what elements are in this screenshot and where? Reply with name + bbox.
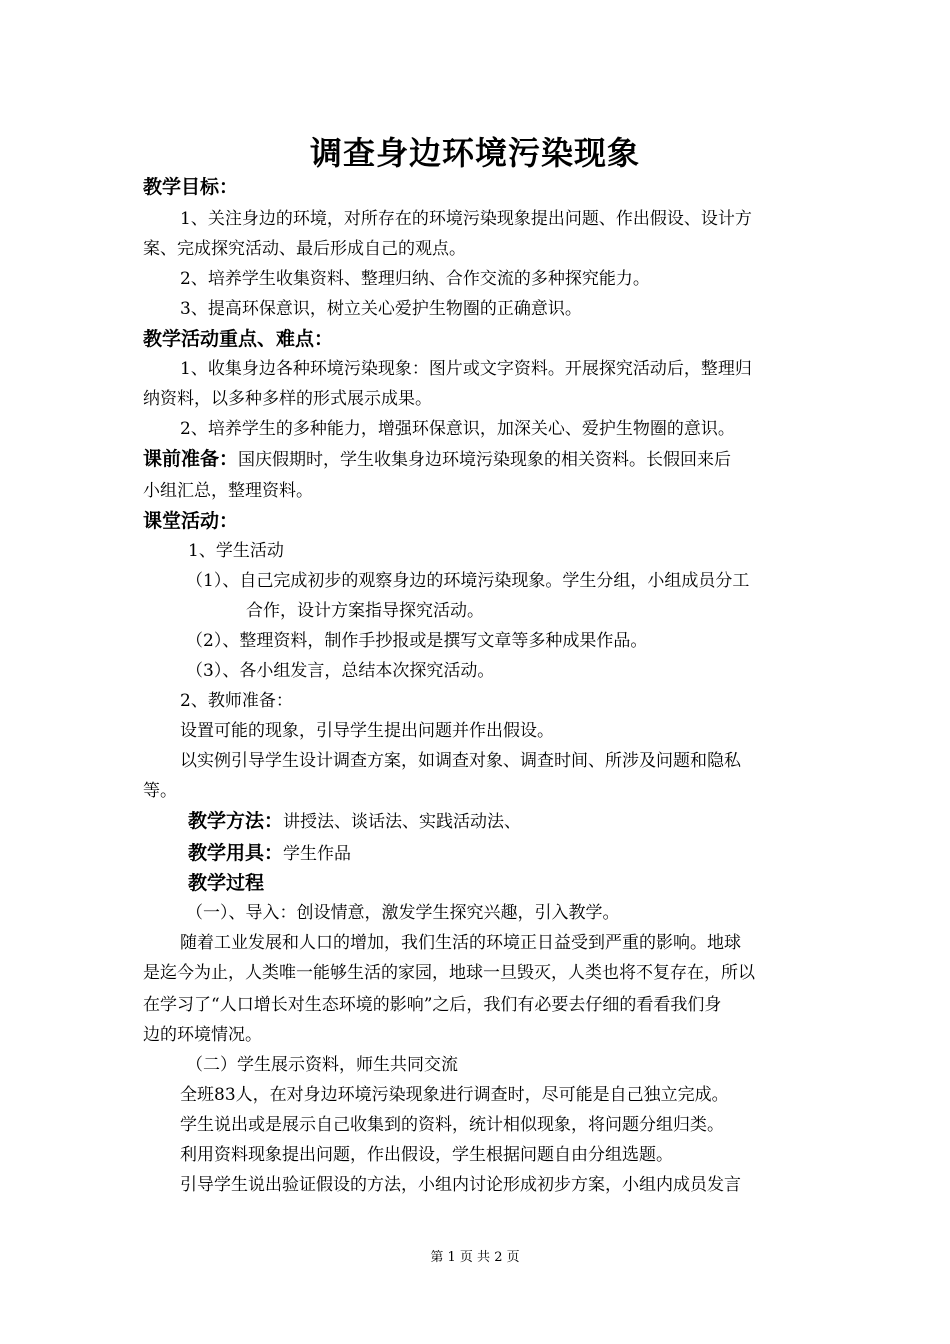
process-paragraph: 引导学生说出验证假设的方法，小组内讨论形成初步方案，小组内成员发言 (180, 1175, 741, 1195)
objective-line: 1、关注身边的环境，对所存在的环境污染现象提出问题、作出假设、设计方 (180, 209, 752, 229)
teacher-prep-line: 设置可能的现象，引导学生提出问题并作出假设。 (180, 721, 554, 741)
tools-line (188, 842, 351, 865)
student-activity-label: 1、学生活动 (188, 541, 284, 561)
methods-label: 教学方法： (188, 810, 284, 832)
process-step: （一）、导入：创设情意，激发学生探究兴趣，引入教学。 (186, 903, 620, 923)
teacher-prep-line: 以实例引导学生设计调查方案，如调查对象、调查时间、所涉及问题和隐私 (180, 751, 741, 771)
objective-line: 3、提高环保意识，树立关心爱护生物圈的正确意识。 (180, 299, 582, 319)
process-heading: 教学过程 (188, 872, 265, 894)
page-footer: 第 1 页 共 2 页 (430, 1250, 520, 1265)
preparation-line (143, 448, 731, 471)
tools-value: 学生作品 (283, 844, 352, 864)
activity-item: （1）、自己完成初步的观察身边的环境污染现象。学生分组，小组成员分工 (186, 571, 750, 591)
tools-label: 教学用具： (188, 842, 284, 864)
methods-value: 讲授法、谈话法、实践活动法、 (283, 812, 522, 832)
process-paragraph: 利用资料现象提出问题，作出假设，学生根据问题自由分组选题。 (180, 1145, 673, 1165)
preparation-heading: 课前准备： (143, 448, 239, 470)
class-activity-heading: 课堂活动： (143, 510, 239, 532)
objectives-heading: 教学目标： (143, 176, 239, 198)
activity-item: （2）、整理资料，制作手抄报或是撰写文章等多种成果作品。 (186, 631, 648, 651)
process-step: （二）学生展示资料，师生共同交流 (186, 1055, 458, 1075)
key-point-line: 纳资料，以多种多样的形式展示成果。 (143, 389, 432, 409)
objective-line: 2、培养学生收集资料、整理归纳、合作交流的多种探究能力。 (180, 269, 650, 289)
teacher-prep-label: 2、教师准备： (180, 691, 293, 711)
process-paragraph: 随着工业发展和人口的增加，我们生活的环境正日益受到严重的影响。地球 (180, 933, 741, 953)
preparation-text: 国庆假期时，学生收集身边环境污染现象的相关资料。长假回来后 (238, 450, 732, 470)
process-paragraph: 在学习了“人口增长对生态环境的影响”之后，我们有必要去仔细的看看我们身 (143, 995, 722, 1015)
process-paragraph: 边的环境情况。 (143, 1025, 262, 1045)
key-point-line: 2、培养学生的多种能力，增强环保意识，加深关心、爱护生物圈的意识。 (180, 419, 735, 439)
key-points-heading: 教学活动重点、难点： (143, 328, 334, 350)
process-paragraph: 是迄今为止，人类唯一能够生活的家园，地球一旦毁灭，人类也将不复存在，所以 (143, 963, 755, 983)
key-point-line: 1、收集身边各种环境污染现象：图片或文字资料。开展探究活动后，整理归 (180, 359, 752, 379)
preparation-text-continued: 小组汇总，整理资料。 (143, 481, 313, 501)
process-paragraph: 全班83人，在对身边环境污染现象进行调查时，尽可能是自己独立完成。 (180, 1085, 729, 1105)
methods-line (188, 810, 521, 833)
teacher-prep-line: 等。 (143, 781, 177, 801)
objective-line: 案、完成探究活动、最后形成自己的观点。 (143, 239, 466, 259)
process-paragraph: 学生说出或是展示自己收集到的资料，统计相似现象，将问题分组归类。 (180, 1115, 724, 1135)
activity-item: （3）、各小组发言，总结本次探究活动。 (186, 661, 495, 681)
document-title: 调查身边环境污染现象 (309, 134, 640, 172)
activity-item: 合作，设计方案指导探究活动。 (246, 601, 484, 621)
